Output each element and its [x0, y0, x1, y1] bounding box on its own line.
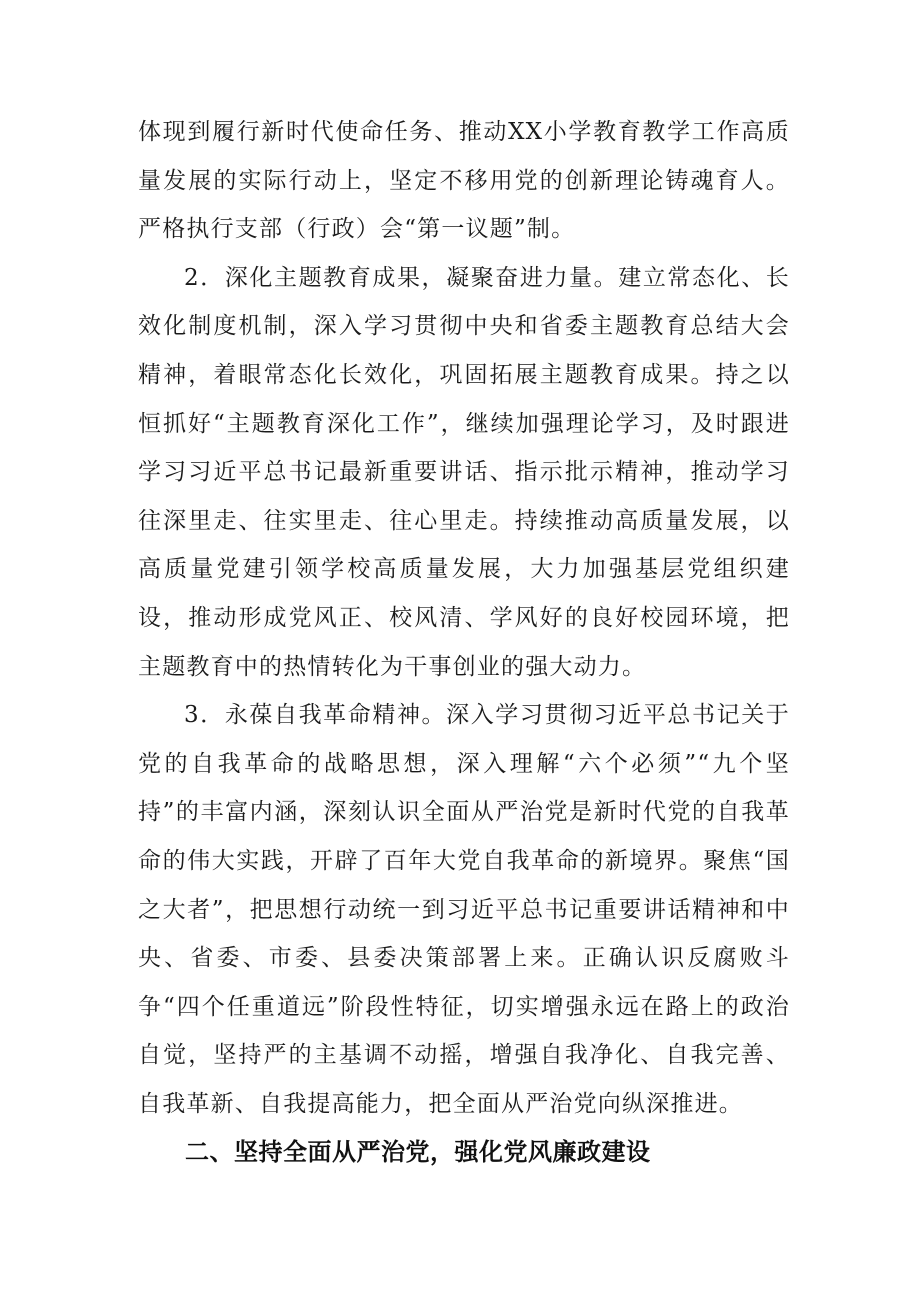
body-text	[138, 108, 790, 1128]
section-heading: 二、坚持全面从严治党，强化党风廉政建设	[185, 1138, 651, 1166]
paragraph-continuation: 体现到履行新时代使命任务、推动XX小学教育教学工作高质量发展的实际行动上，坚定不移用党的创新理论铸魂育人。严格执行支部（行政）会“第一议题”制。	[138, 119, 790, 243]
paragraph-item-2: 2．深化主题教育成果，凝聚奋进力量。建立常态化、长效化制度机制，深入学习贯彻中央和省委主题教育总结大会精神，着眼常态化长效化，巩固拓展主题教育成果。持之以恒抓好“主题教育深化工作”，继续加强理论学习，及时跟进学习习近平总书记最新重要讲话、指示批示精神，推动学习往深里走、往实里走、往心里走。持续推动高质量发展，以高质量党建引领学校高质量发展，大力加强基层党组织建设，推动形成党风正、校风清、学风好的良好校园环境，把主题教育中的热情转化为干事创业的强大动力。	[138, 264, 790, 680]
paragraph-item-3: 3．永葆自我革命精神。深入学习贯彻习近平总书记关于党的自我革命的战略思想，深入理解“六个必须”“九个坚持”的丰富内涵，深刻认识全面从严治党是新时代党的自我革命的伟大实践，开辟了百年大党自我革命的新境界。聚焦“国之大者”，把思想行动统一到习近平总书记重要讲话精神和中央、省委、市委、县委决策部署上来。正确认识反腐败斗争“四个任重道远”阶段性特征，切实增强永远在路上的政治自觉，坚持严的主基调不动摇，增强自我净化、自我完善、自我革新、自我提高能力，把全面从严治党向纵深推进。	[138, 702, 790, 1117]
